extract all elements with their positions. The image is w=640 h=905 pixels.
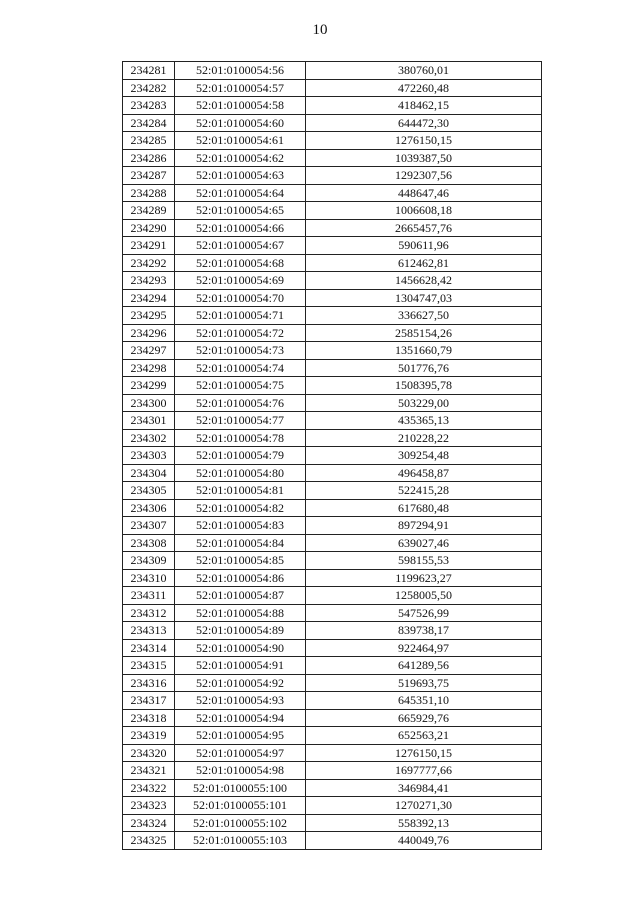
row-number-cell: 234282: [123, 79, 175, 97]
cadastral-value-cell: 519693,75: [306, 674, 542, 692]
table-row: [123, 622, 542, 640]
cadastral-number-cell: 52:01:0100054:78: [175, 429, 306, 447]
cadastral-number-cell: 52:01:0100054:90: [175, 639, 306, 657]
cadastral-number-cell: 52:01:0100054:84: [175, 534, 306, 552]
cadastral-value-cell: 1697777,66: [306, 762, 542, 780]
row-number-cell: 234283: [123, 97, 175, 115]
cadastral-value-cell: 558392,13: [306, 814, 542, 832]
cadastral-value-cell: 897294,91: [306, 517, 542, 535]
cadastral-value-cell: 665929,76: [306, 709, 542, 727]
row-number-cell: 234324: [123, 814, 175, 832]
table-row: [123, 272, 542, 290]
cadastral-value-cell: 336627,50: [306, 307, 542, 325]
cadastral-value-cell: 598155,53: [306, 552, 542, 570]
table-row: [123, 62, 542, 80]
row-number-cell: 234322: [123, 779, 175, 797]
cadastral-number-cell: 52:01:0100054:87: [175, 587, 306, 605]
row-number-cell: 234301: [123, 412, 175, 430]
cadastral-number-cell: 52:01:0100054:98: [175, 762, 306, 780]
table-row: [123, 534, 542, 552]
cadastral-number-cell: 52:01:0100054:92: [175, 674, 306, 692]
cadastral-number-cell: 52:01:0100054:93: [175, 692, 306, 710]
cadastral-value-cell: 645351,10: [306, 692, 542, 710]
cadastral-number-cell: 52:01:0100054:80: [175, 464, 306, 482]
cadastral-number-cell: 52:01:0100055:102: [175, 814, 306, 832]
cadastral-number-cell: 52:01:0100054:91: [175, 657, 306, 675]
cadastral-value-cell: 1292307,56: [306, 167, 542, 185]
row-number-cell: 234291: [123, 237, 175, 255]
table-row: [123, 114, 542, 132]
table-row: [123, 79, 542, 97]
cadastral-number-cell: 52:01:0100054:95: [175, 727, 306, 745]
table-row: [123, 762, 542, 780]
table-row: [123, 797, 542, 815]
table-row: [123, 202, 542, 220]
row-number-cell: 234319: [123, 727, 175, 745]
table-row: [123, 727, 542, 745]
table-row: [123, 657, 542, 675]
table-row: [123, 359, 542, 377]
cadastral-value-cell: 435365,13: [306, 412, 542, 430]
cadastral-value-cell: 1199623,27: [306, 569, 542, 587]
cadastral-value-cell: 612462,81: [306, 254, 542, 272]
cadastral-number-cell: 52:01:0100054:85: [175, 552, 306, 570]
cadastral-number-cell: 52:01:0100054:77: [175, 412, 306, 430]
cadastral-value-cell: 1270271,30: [306, 797, 542, 815]
row-number-cell: 234296: [123, 324, 175, 342]
row-number-cell: 234306: [123, 499, 175, 517]
cadastral-value-cell: 522415,28: [306, 482, 542, 500]
cadastral-value-cell: 644472,30: [306, 114, 542, 132]
row-number-cell: 234292: [123, 254, 175, 272]
row-number-cell: 234284: [123, 114, 175, 132]
table-row: [123, 569, 542, 587]
row-number-cell: 234316: [123, 674, 175, 692]
cadastral-number-cell: 52:01:0100054:69: [175, 272, 306, 290]
cadastral-number-cell: 52:01:0100054:68: [175, 254, 306, 272]
cadastral-number-cell: 52:01:0100054:66: [175, 219, 306, 237]
cadastral-number-cell: 52:01:0100054:88: [175, 604, 306, 622]
cadastral-value-cell: 1351660,79: [306, 342, 542, 360]
row-number-cell: 234297: [123, 342, 175, 360]
cadastral-value-cell: 501776,76: [306, 359, 542, 377]
cadastral-number-cell: 52:01:0100054:71: [175, 307, 306, 325]
table-row: [123, 692, 542, 710]
table-row: [123, 499, 542, 517]
row-number-cell: 234294: [123, 289, 175, 307]
cadastral-value-cell: 2585154,26: [306, 324, 542, 342]
cadastral-value-cell: 440049,76: [306, 832, 542, 850]
cadastral-value-cell: 590611,96: [306, 237, 542, 255]
cadastral-number-cell: 52:01:0100054:56: [175, 62, 306, 80]
cadastral-number-cell: 52:01:0100054:94: [175, 709, 306, 727]
cadastral-value-cell: 346984,41: [306, 779, 542, 797]
table-row: [123, 167, 542, 185]
cadastral-number-cell: 52:01:0100055:101: [175, 797, 306, 815]
table-row: [123, 394, 542, 412]
cadastral-value-cell: 1304747,03: [306, 289, 542, 307]
row-number-cell: 234313: [123, 622, 175, 640]
table-row: [123, 219, 542, 237]
cadastral-value-cell: 496458,87: [306, 464, 542, 482]
table-row: [123, 149, 542, 167]
cadastral-number-cell: 52:01:0100054:81: [175, 482, 306, 500]
cadastral-value-cell: 380760,01: [306, 62, 542, 80]
table-body: [123, 62, 542, 850]
cadastral-number-cell: 52:01:0100054:61: [175, 132, 306, 150]
cadastral-number-cell: 52:01:0100054:70: [175, 289, 306, 307]
table-row: [123, 132, 542, 150]
table-row: [123, 237, 542, 255]
cadastral-number-cell: 52:01:0100054:63: [175, 167, 306, 185]
row-number-cell: 234307: [123, 517, 175, 535]
cadastral-number-cell: 52:01:0100054:89: [175, 622, 306, 640]
row-number-cell: 234303: [123, 447, 175, 465]
row-number-cell: 234317: [123, 692, 175, 710]
cadastral-value-cell: 2665457,76: [306, 219, 542, 237]
table-row: [123, 552, 542, 570]
table-row: [123, 184, 542, 202]
table-row: [123, 307, 542, 325]
table-row: [123, 429, 542, 447]
cadastral-value-cell: 1006608,18: [306, 202, 542, 220]
table-row: [123, 779, 542, 797]
row-number-cell: 234295: [123, 307, 175, 325]
cadastral-value-cell: 448647,46: [306, 184, 542, 202]
cadastral-value-cell: 418462,15: [306, 97, 542, 115]
cadastral-number-cell: 52:01:0100054:67: [175, 237, 306, 255]
row-number-cell: 234304: [123, 464, 175, 482]
cadastral-number-cell: 52:01:0100054:58: [175, 97, 306, 115]
cadastral-value-cell: 547526,99: [306, 604, 542, 622]
cadastral-value-cell: 309254,48: [306, 447, 542, 465]
table-row: [123, 324, 542, 342]
table-row: [123, 517, 542, 535]
page-number: 10: [312, 22, 328, 38]
cadastral-value-cell: 503229,00: [306, 394, 542, 412]
row-number-cell: 234325: [123, 832, 175, 850]
cadastral-number-cell: 52:01:0100054:79: [175, 447, 306, 465]
cadastral-number-cell: 52:01:0100054:64: [175, 184, 306, 202]
table-row: [123, 254, 542, 272]
cadastral-value-cell: 1039387,50: [306, 149, 542, 167]
cadastral-value-cell: 639027,46: [306, 534, 542, 552]
cadastral-value-cell: 1276150,15: [306, 744, 542, 762]
row-number-cell: 234300: [123, 394, 175, 412]
cadastral-number-cell: 52:01:0100055:100: [175, 779, 306, 797]
row-number-cell: 234311: [123, 587, 175, 605]
table-row: [123, 604, 542, 622]
cadastral-number-cell: 52:01:0100054:57: [175, 79, 306, 97]
row-number-cell: 234312: [123, 604, 175, 622]
table-row: [123, 832, 542, 850]
row-number-cell: 234309: [123, 552, 175, 570]
table-row: [123, 289, 542, 307]
row-number-cell: 234285: [123, 132, 175, 150]
row-number-cell: 234289: [123, 202, 175, 220]
row-number-cell: 234310: [123, 569, 175, 587]
row-number-cell: 234293: [123, 272, 175, 290]
cadastral-number-cell: 52:01:0100054:60: [175, 114, 306, 132]
table-row: [123, 97, 542, 115]
row-number-cell: 234308: [123, 534, 175, 552]
cadastral-value-cell: 617680,48: [306, 499, 542, 517]
cadastral-number-cell: 52:01:0100054:73: [175, 342, 306, 360]
table-row: [123, 744, 542, 762]
cadastral-number-cell: 52:01:0100054:83: [175, 517, 306, 535]
cadastral-value-cell: 922464,97: [306, 639, 542, 657]
table-row: [123, 639, 542, 657]
table-row: [123, 709, 542, 727]
cadastral-value-cell: 641289,56: [306, 657, 542, 675]
cadastral-value-cell: 210228,22: [306, 429, 542, 447]
cadastral-value-cell: 839738,17: [306, 622, 542, 640]
cadastral-value-cell: 472260,48: [306, 79, 542, 97]
table-row: [123, 342, 542, 360]
row-number-cell: 234286: [123, 149, 175, 167]
row-number-cell: 234302: [123, 429, 175, 447]
table-row: [123, 674, 542, 692]
row-number-cell: 234315: [123, 657, 175, 675]
cadastral-number-cell: 52:01:0100054:86: [175, 569, 306, 587]
table-row: [123, 377, 542, 395]
cadastral-number-cell: 52:01:0100054:97: [175, 744, 306, 762]
row-number-cell: 234318: [123, 709, 175, 727]
cadastral-value-cell: 1258005,50: [306, 587, 542, 605]
cadastral-number-cell: 52:01:0100054:65: [175, 202, 306, 220]
row-number-cell: 234288: [123, 184, 175, 202]
cadastral-value-cell: 1276150,15: [306, 132, 542, 150]
row-number-cell: 234281: [123, 62, 175, 80]
cadastral-number-cell: 52:01:0100054:76: [175, 394, 306, 412]
table-row: [123, 464, 542, 482]
row-number-cell: 234320: [123, 744, 175, 762]
table-row: [123, 814, 542, 832]
row-number-cell: 234321: [123, 762, 175, 780]
cadastral-value-cell: 1508395,78: [306, 377, 542, 395]
cadastral-number-cell: 52:01:0100054:74: [175, 359, 306, 377]
cadastral-number-cell: 52:01:0100054:72: [175, 324, 306, 342]
table-row: [123, 447, 542, 465]
table-row: [123, 482, 542, 500]
cadastral-value-cell: 652563,21: [306, 727, 542, 745]
row-number-cell: 234287: [123, 167, 175, 185]
cadastral-number-cell: 52:01:0100054:82: [175, 499, 306, 517]
cadastral-number-cell: 52:01:0100054:75: [175, 377, 306, 395]
row-number-cell: 234305: [123, 482, 175, 500]
table-row: [123, 412, 542, 430]
cadastral-number-cell: 52:01:0100054:62: [175, 149, 306, 167]
row-number-cell: 234298: [123, 359, 175, 377]
table-row: [123, 587, 542, 605]
cadastral-value-table: [122, 61, 542, 850]
row-number-cell: 234314: [123, 639, 175, 657]
row-number-cell: 234299: [123, 377, 175, 395]
cadastral-value-cell: 1456628,42: [306, 272, 542, 290]
row-number-cell: 234323: [123, 797, 175, 815]
row-number-cell: 234290: [123, 219, 175, 237]
cadastral-number-cell: 52:01:0100055:103: [175, 832, 306, 850]
